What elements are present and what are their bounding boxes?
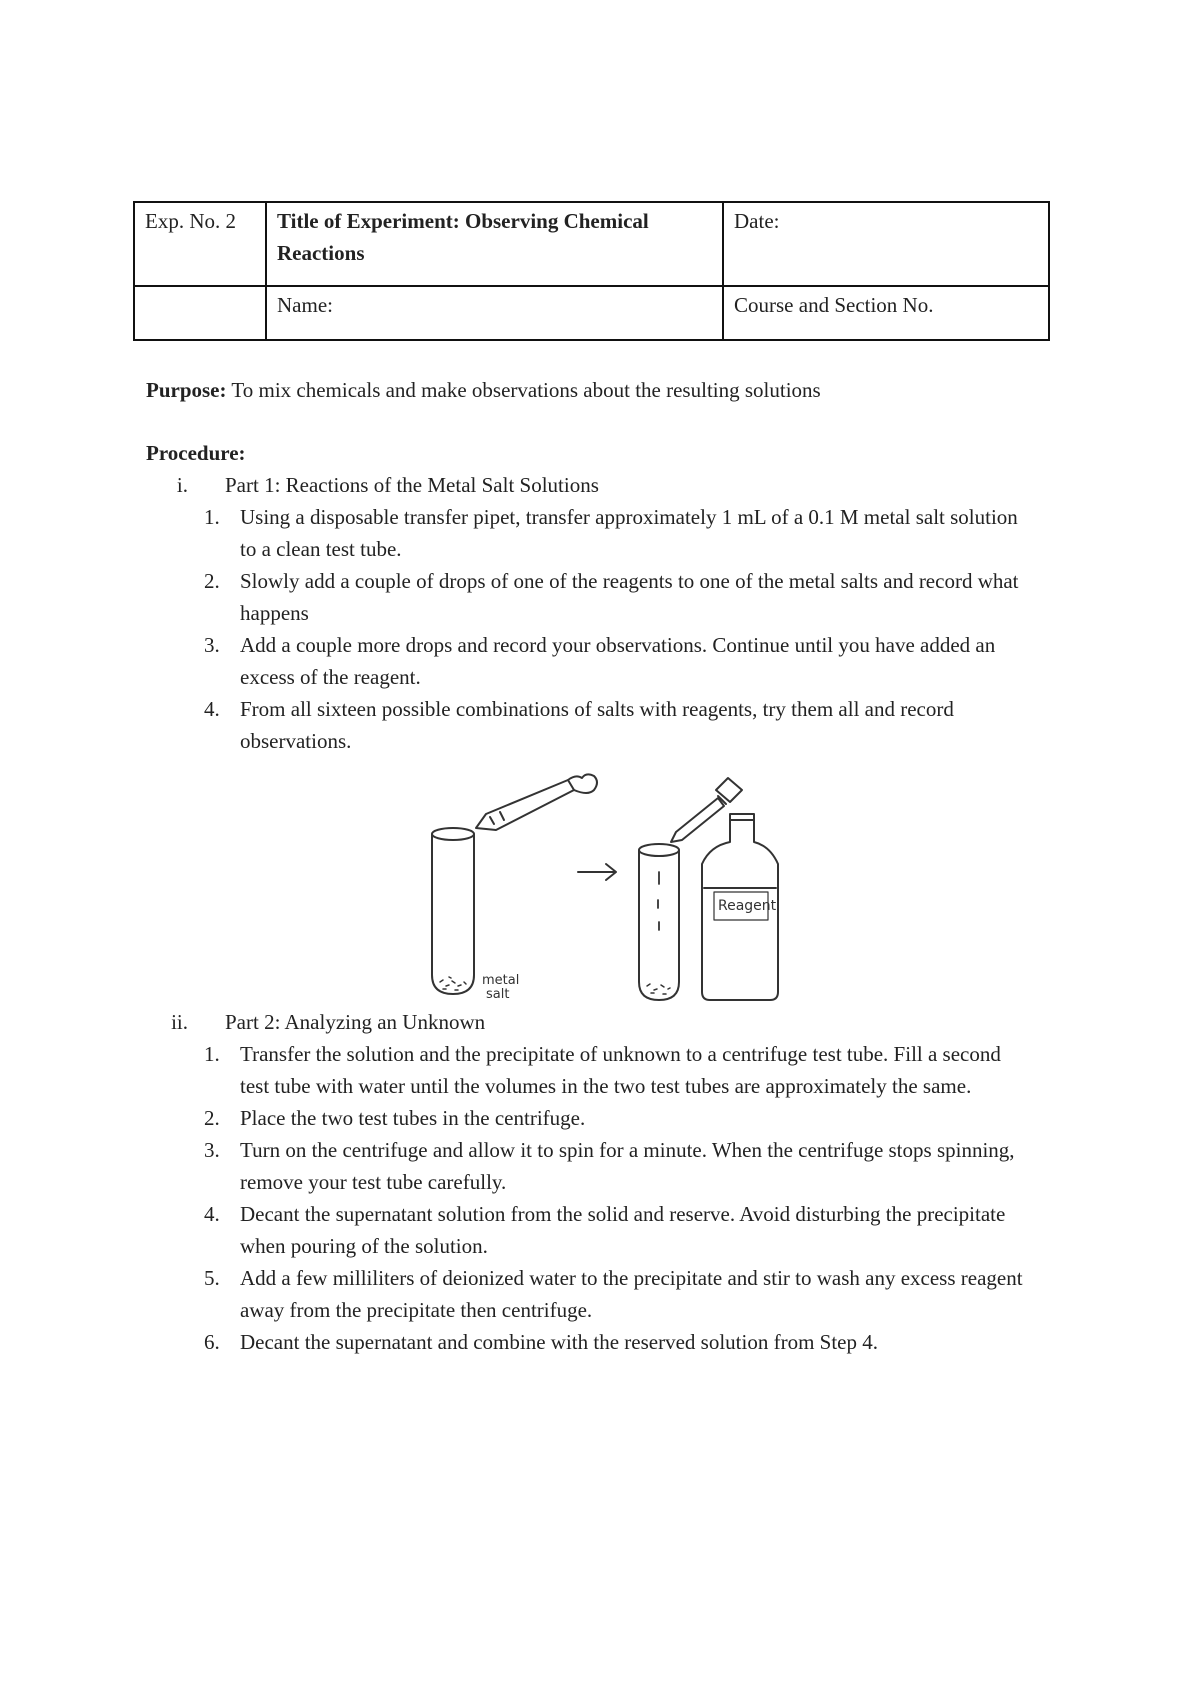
procedure-illustration bbox=[418, 760, 813, 1005]
step-text: Using a disposable transfer pipet, transfer approximately 1 mL of a 0.1 M metal salt solution to a clean test tube. bbox=[240, 505, 1018, 561]
step-text: Transfer the solution and the precipitate of unknown to a centrifuge test tube. Fill a second test tube with water until the volumes in the two test tubes are approximately the same. bbox=[240, 1042, 1001, 1098]
date-cell: Date: bbox=[723, 202, 1049, 286]
list-item bbox=[146, 1102, 1030, 1134]
purpose-text: To mix chemicals and make observations about the resulting solutions bbox=[231, 378, 821, 402]
step-number: 3. bbox=[204, 633, 220, 657]
step-number: 4. bbox=[204, 1202, 220, 1226]
list-item bbox=[146, 501, 1030, 565]
step-text: Decant the supernatant solution from the solid and reserve. Avoid disturbing the precipitate when pouring of the solution. bbox=[240, 1202, 1006, 1258]
step-text: Place the two test tubes in the centrifuge. bbox=[240, 1106, 586, 1130]
step-text: Turn on the centrifuge and allow it to spin for a minute. When the centrifuge stops spinning, remove your test tube carefully. bbox=[240, 1138, 1015, 1194]
arrow-icon bbox=[578, 864, 616, 880]
step-number: 3. bbox=[204, 1138, 220, 1162]
step-text: Slowly add a couple of drops of one of the reagents to one of the metal salts and record what happens bbox=[240, 569, 1019, 625]
empty-cell bbox=[134, 286, 266, 340]
step-text: Add a few milliliters of deionized water to the precipitate and stir to wash any excess reagent away from the precipitate then centrifuge. bbox=[240, 1266, 1023, 1322]
precipitate-icon bbox=[647, 984, 670, 994]
experiment-header-table bbox=[133, 201, 1050, 341]
step-text: From all sixteen possible combinations of salts with reagents, try them all and record observations. bbox=[240, 697, 954, 753]
metal-salt-label-1: metal bbox=[482, 973, 520, 988]
list-item bbox=[146, 565, 1030, 629]
test-tube-icon bbox=[432, 828, 474, 994]
list-item bbox=[146, 1038, 1030, 1102]
part-2-steps bbox=[146, 1038, 1066, 1358]
step-number: 6. bbox=[204, 1330, 220, 1354]
step-text: Add a couple more drops and record your observations. Continue until you have added an excess of the reagent. bbox=[240, 633, 996, 689]
part-2 bbox=[146, 1006, 1066, 1358]
part-2-heading bbox=[146, 1006, 1066, 1038]
name-cell: Name: bbox=[266, 286, 723, 340]
exp-no-cell: Exp. No. 2 bbox=[134, 202, 266, 286]
procedure-heading: Procedure: bbox=[146, 441, 246, 465]
purpose-line bbox=[146, 374, 821, 406]
precipitate-icon bbox=[440, 977, 466, 990]
part-1-heading bbox=[146, 469, 1066, 501]
step-number: 2. bbox=[204, 1106, 220, 1130]
step-number: 1. bbox=[204, 505, 220, 529]
experiment-title-cell: Title of Experiment: Observing Chemical Reactions bbox=[266, 202, 723, 286]
purpose-label: Purpose: bbox=[146, 378, 227, 402]
list-item bbox=[146, 1134, 1030, 1198]
part-1-numeral: i. bbox=[176, 473, 188, 497]
course-section-cell: Course and Section No. bbox=[723, 286, 1049, 340]
step-number: 1. bbox=[204, 1042, 220, 1066]
part-1-steps bbox=[146, 501, 1066, 757]
step-number: 5. bbox=[204, 1266, 220, 1290]
step-number: 4. bbox=[204, 697, 220, 721]
dropper-icon bbox=[671, 778, 742, 842]
part-1-title: Part 1: Reactions of the Metal Salt Solutions bbox=[225, 473, 599, 497]
list-item bbox=[146, 1326, 1030, 1358]
test-tube-icon bbox=[639, 844, 679, 1000]
step-text: Decant the supernatant and combine with the reserved solution from Step 4. bbox=[240, 1330, 878, 1354]
list-item bbox=[146, 1262, 1030, 1326]
list-item bbox=[146, 629, 1030, 693]
metal-salt-label-2: salt bbox=[486, 987, 510, 1002]
part-1 bbox=[146, 469, 1066, 757]
pipette-icon bbox=[476, 774, 597, 830]
list-item bbox=[146, 693, 1030, 757]
list-item bbox=[146, 1198, 1030, 1262]
part-2-title: Part 2: Analyzing an Unknown bbox=[225, 1010, 486, 1034]
reagent-label: Reagent bbox=[718, 898, 777, 914]
part-2-numeral: ii. bbox=[171, 1010, 188, 1034]
step-number: 2. bbox=[204, 569, 220, 593]
